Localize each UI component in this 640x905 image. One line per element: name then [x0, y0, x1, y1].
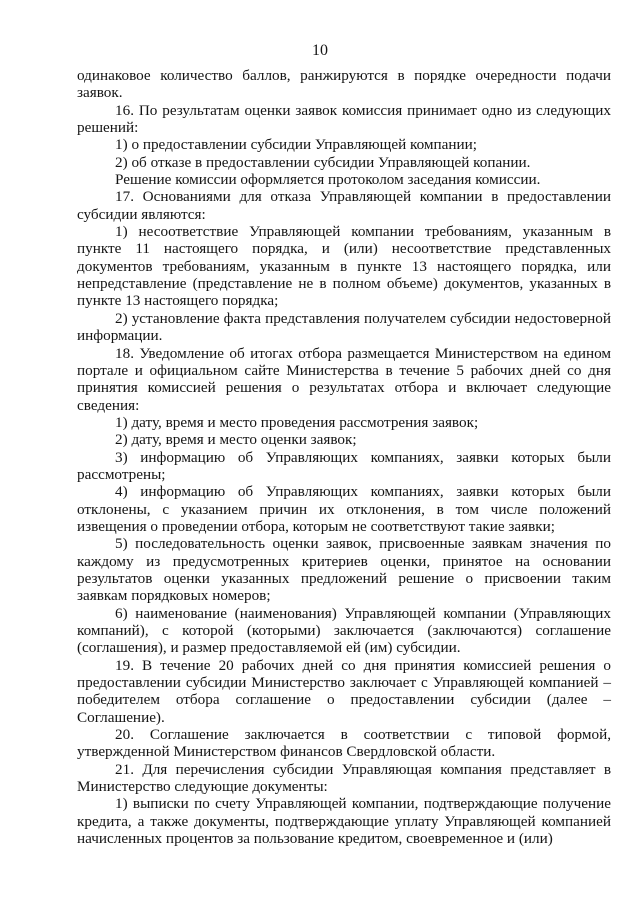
paragraph: 1) о предоставлении субсидии Управляющей компании; — [115, 136, 477, 154]
paragraph: 2) об отказе в предоставлении субсидии Управляющей копании. — [115, 153, 531, 171]
page-number: 10 — [312, 42, 328, 59]
paragraph: 19. В течение 20 рабочих дней со дня принятия комиссией решения о предоставлении субсидии Министерство заключает с Управляющей компанией – победителем отбора соглашение о предоставлении субсидии (далее – Соглашение). — [77, 656, 611, 726]
paragraph: 1) выписки по счету Управляющей компании, подтверждающие получение кредита, а также документы, подтверждающие уплату Управляющей компанией начисленных процентов за пользование кредитом, своевременное и (или) — [77, 795, 611, 848]
paragraph: 1) несоответствие Управляющей компании требованиям, указанным в пункте 11 настоящего порядка, и (или) несоответствие представленных документов требованиям, указанным в пункте 13 настоящего порядка, или непредставление (представление не в полном объеме) документов, указанных в пункте 13 настоящего порядка; — [77, 223, 611, 310]
document-body — [77, 67, 611, 847]
paragraph: 6) наименование (наименования) Управляющей компании (Управляющих компаний), с которой (которыми) заключается (заключаются) соглашение (соглашения), и размер предоставляемой ей (им) субсидии. — [77, 604, 611, 657]
paragraph: 2) установление факта представления получателем субсидии недостоверной информации. — [77, 309, 611, 345]
paragraph: 4) информацию об Управляющих компаниях, заявки которых были отклонены, с указанием причин их отклонения, в том числе положений извещения о проведении отбора, которым не соответствуют такие заявки; — [77, 483, 611, 535]
paragraph: 2) дату, время и место оценки заявок; — [115, 431, 357, 449]
paragraph: 17. Основаниями для отказа Управляющей компании в предоставлении субсидии являются: — [77, 188, 611, 223]
paragraph: 1) дату, время и место проведения рассмотрения заявок; — [115, 413, 479, 431]
paragraph: 16. По результатам оценки заявок комиссия принимает одно из следующих решений: — [77, 101, 611, 137]
paragraph: одинаковое количество баллов, ранжируются в порядке очередности подачи заявок. — [77, 67, 611, 102]
paragraph: 5) последовательность оценки заявок, присвоенные заявкам значения по каждому из предусмотренных критериев оценки, принятое на основании результатов оценки указанных предложений решение о присвоении таким заявкам порядковых номеров; — [77, 535, 611, 605]
paragraph: 3) информацию об Управляющих компаниях, заявки которых были рассмотрены; — [77, 448, 611, 483]
paragraph: Решение комиссии оформляется протоколом заседания комиссии. — [115, 171, 541, 189]
paragraph: 18. Уведомление об итогах отбора размещается Министерством на едином портале и официальном сайте Министерства в течение 5 рабочих дней со дня принятия комиссией решения о результатах отбора и включает следующие сведения: — [77, 344, 611, 414]
paragraph: 21. Для перечисления субсидии Управляющая компания представляет в Министерство следующие документы: — [77, 760, 611, 796]
paragraph: 20. Соглашение заключается в соответствии с типовой формой, утвержденной Министерством финансов Свердловской области. — [77, 726, 611, 761]
